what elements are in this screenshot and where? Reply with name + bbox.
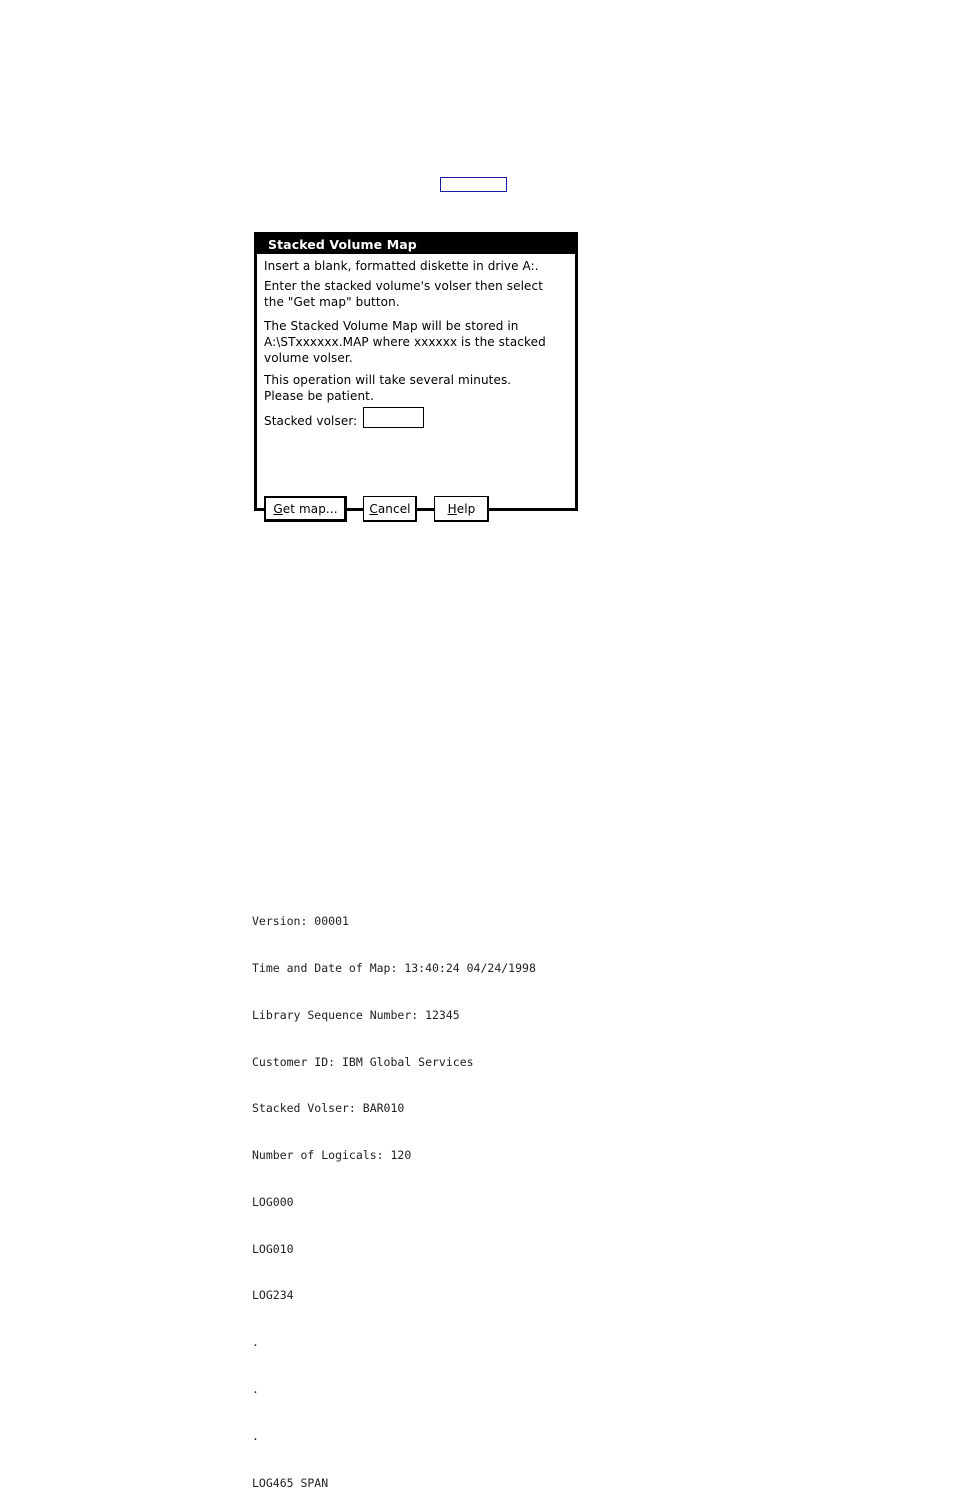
listing-line: LOG000 xyxy=(252,1194,294,1209)
help-label: elp xyxy=(456,502,476,516)
cancel-label: ancel xyxy=(377,502,411,516)
listing-line: Stacked Volser: BAR010 xyxy=(252,1101,405,1116)
get-map-label: et map... xyxy=(282,502,338,516)
get-map-mnemonic: G xyxy=(273,502,283,516)
stacked-volume-map-listing xyxy=(252,883,536,1507)
stacked-volume-map-dialog xyxy=(254,232,578,516)
listing-line: . xyxy=(252,1428,259,1443)
listing-line: . xyxy=(252,1335,259,1350)
listing-line: LOG234 xyxy=(252,1288,294,1303)
get-map-button[interactable] xyxy=(264,496,347,522)
dialog-title: Stacked Volume Map xyxy=(257,235,575,254)
listing-line: Number of Logicals: 120 xyxy=(252,1148,412,1163)
help-button[interactable] xyxy=(434,496,489,522)
listing-line: Customer ID: IBM Global Services xyxy=(252,1054,474,1069)
stacked-volser-input[interactable] xyxy=(363,407,424,428)
instruction-storage-location: The Stacked Volume Map will be stored in A:\STxxxxxx.MAP where xxxxxx is the stacked volume volser. xyxy=(264,319,546,365)
instruction-patience: This operation will take several minutes. Please be patient. xyxy=(264,373,512,403)
listing-line: Library Sequence Number: 12345 xyxy=(252,1007,460,1022)
link-box[interactable] xyxy=(440,177,507,192)
stacked-volser-row xyxy=(264,413,424,429)
listing-line: LOG465 SPAN xyxy=(252,1475,329,1490)
stacked-volser-label: Stacked volser: xyxy=(264,414,358,428)
listing-line: LOG010 xyxy=(252,1241,294,1256)
help-mnemonic: H xyxy=(447,502,457,516)
dialog-body xyxy=(257,254,575,516)
listing-line: . xyxy=(252,1382,259,1396)
instruction-insert-diskette: Insert a blank, formatted diskette in drive A:. xyxy=(264,259,539,273)
cancel-button[interactable] xyxy=(363,496,417,522)
instruction-enter-volser: Enter the stacked volume's volser then select the "Get map" button. xyxy=(264,279,544,309)
listing-line: Version: 00001 xyxy=(252,914,349,929)
listing-line: Time and Date of Map: 13:40:24 04/24/1998 xyxy=(252,960,536,975)
cancel-mnemonic: C xyxy=(369,502,378,516)
